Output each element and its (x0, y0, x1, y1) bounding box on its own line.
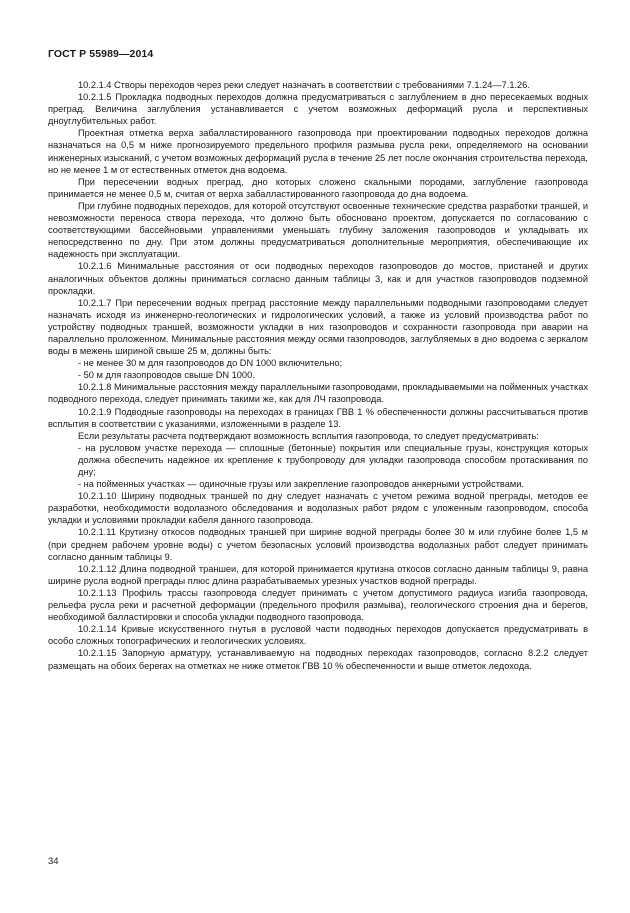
paragraph-10-2-1-15: 10.2.1.15 Запорную арматуру, устанавливаемую на подводных переходах газопроводов, согласно 8.2.2 следует размещать на обоих берегах на отметках не ниже отметок ГВВ 10 % обеспеченности и выше отметок ледохода. (48, 648, 588, 671)
paragraph-10-2-1-7: 10.2.1.7 При пересечении водных преград расстояние между параллельными подводными газопроводами следует назначать исходя из инженерно-геологических и гидрологических условий, а также из условий производства работ по устройству подводных траншей, возможности укладки в них газопроводов и сохранности газопровода при аварии на параллельно проложенном. Минимальные расстояния между осями газопроводов, заглубляемых в дно водоема с зеркалом воды в межень шириной свыше 25 м, должны быть: (48, 297, 588, 357)
list-item-floodplain-section: - на пойменных участках — одиночные грузы или закрепление газопроводов анкерными устройствами. (78, 479, 524, 490)
paragraph-deep-crossings: При глубине подводных переходов, для которой отсутствуют освоенные технические средства разработки траншей, и невозможности переноса створа перехода, что должно быть обосновано проектом, допускается по согласованию с соответствующими бассейновыми управлениями уменьшать глубину заложения газопроводов и укладывать их непосредственно по дну. При этом должны предусматриваться дополнительные мероприятия, обеспечивающие их надежность при эксплуатации. (48, 200, 588, 260)
paragraph-10-2-1-12: 10.2.1.12 Длина подводной траншеи, для которой принимается крутизна откосов согласно данным таблицы 9, равна ширине русла водной преграды плюс длина разрабатываемых урезных участков водной преграды. (48, 563, 588, 586)
page-number: 34 (48, 856, 59, 867)
paragraph-rock-bottom: При пересечении водных преград, дно которых сложено скальными породами, заглубление газопровода принимается не менее 0,5 м, считая от верха забалластированного газопровода до дна водоема. (48, 176, 588, 199)
list-item-30m: - не менее 30 м для газопроводов до DN 1000 включительно; (78, 358, 343, 369)
paragraph-10-2-1-9: 10.2.1.9 Подводные газопроводы на переходах в границах ГВВ 1 % обеспеченности должны рассчитываться против всплытия в соответствии с указаниями, изложенными в разделе 13. (48, 406, 588, 429)
paragraph-10-2-1-8: 10.2.1.8 Минимальные расстояния между параллельными газопроводами, прокладываемыми на пойменных участках подводного перехода, следует принимать такими же, как для ЛЧ газопровода. (48, 382, 588, 405)
paragraph-10-2-1-4: 10.2.1.4 Створы переходов через реки следует назначать в соответствии с требованиями 7.1.24—7.1.26. (78, 80, 530, 90)
document-code-header: ГОСТ Р 55989—2014 (48, 48, 154, 60)
paragraph-flotation-result: Если результаты расчета подтверждают возможность всплытия газопровода, то следует предусматривать: (78, 430, 539, 441)
paragraph-10-2-1-6: 10.2.1.6 Минимальные расстояния от оси подводных переходов газопроводов до мостов, пристаней и других аналогичных объектов должны приниматься согласно данным таблицы 3, как и для участков газопроводов подземной прокладки. (48, 261, 588, 296)
paragraph-10-2-1-13: 10.2.1.13 Профиль трассы газопровода следует принимать с учетом допустимого радиуса изгиба газопровода, рельефа русла реки и расчетной деформации (предельного профиля размыва), геологического строения дна и берегов, необходимой балластировки и способа укладки подводного газопровода. (48, 587, 588, 623)
paragraph-10-2-1-11: 10.2.1.11 Крутизну откосов подводных траншей при ширине водной преграды более 30 м или глубине более 1,5 м (при среднем рабочем уровне воды) с учетом безопасных условий производства водолазных работ следует принимать согласно данным таблицы 9. (48, 527, 588, 562)
paragraph-10-2-1-14: 10.2.1.14 Кривые искусственного гнутья в русловой части подводных переходов допускается предусматривать в особо сложных топографических и геологических условиях. (48, 624, 588, 647)
paragraph-design-elevation: Проектная отметка верха забалластированного газопровода при проектировании подводных переходов должна назначаться на 0,5 м ниже прогнозируемого предельного профиля размыва русла реки, определяемого на основании инженерных изысканий, с учетом возможных деформаций русла в течение 25 лет после окончания строительства перехода, но не менее 1 м от естественных отметок дна водоема. (48, 128, 588, 175)
list-item-50m: - 50 м для газопроводов свыше DN 1000. (78, 370, 255, 381)
paragraph-10-2-1-10: 10.2.1.10 Ширину подводных траншей по дну следует назначать с учетом режима водной преграды, методов ее разработки, необходимости водолазного обследования и водолазных работ рядом с уложенным газопроводом, способа укладки и условиями прокладки кабеля данного газопровода. (48, 491, 588, 526)
document-body (48, 79, 588, 672)
paragraph-10-2-1-5: 10.2.1.5 Прокладка подводных переходов должна предусматриваться с заглублением в дно пересекаемых водных преград. Величина заглубления устанавливается с учетом возможных деформаций русла и перспективных дноуглубительных работ. (48, 92, 588, 127)
list-item-channel-section: - на русловом участке перехода — сплошные (бетонные) покрытия или специальные грузы, конструкция которых должна обеспечить надежное их крепление к трубопроводу для укладки газопровода способом протаскивания по дну; (78, 442, 588, 477)
